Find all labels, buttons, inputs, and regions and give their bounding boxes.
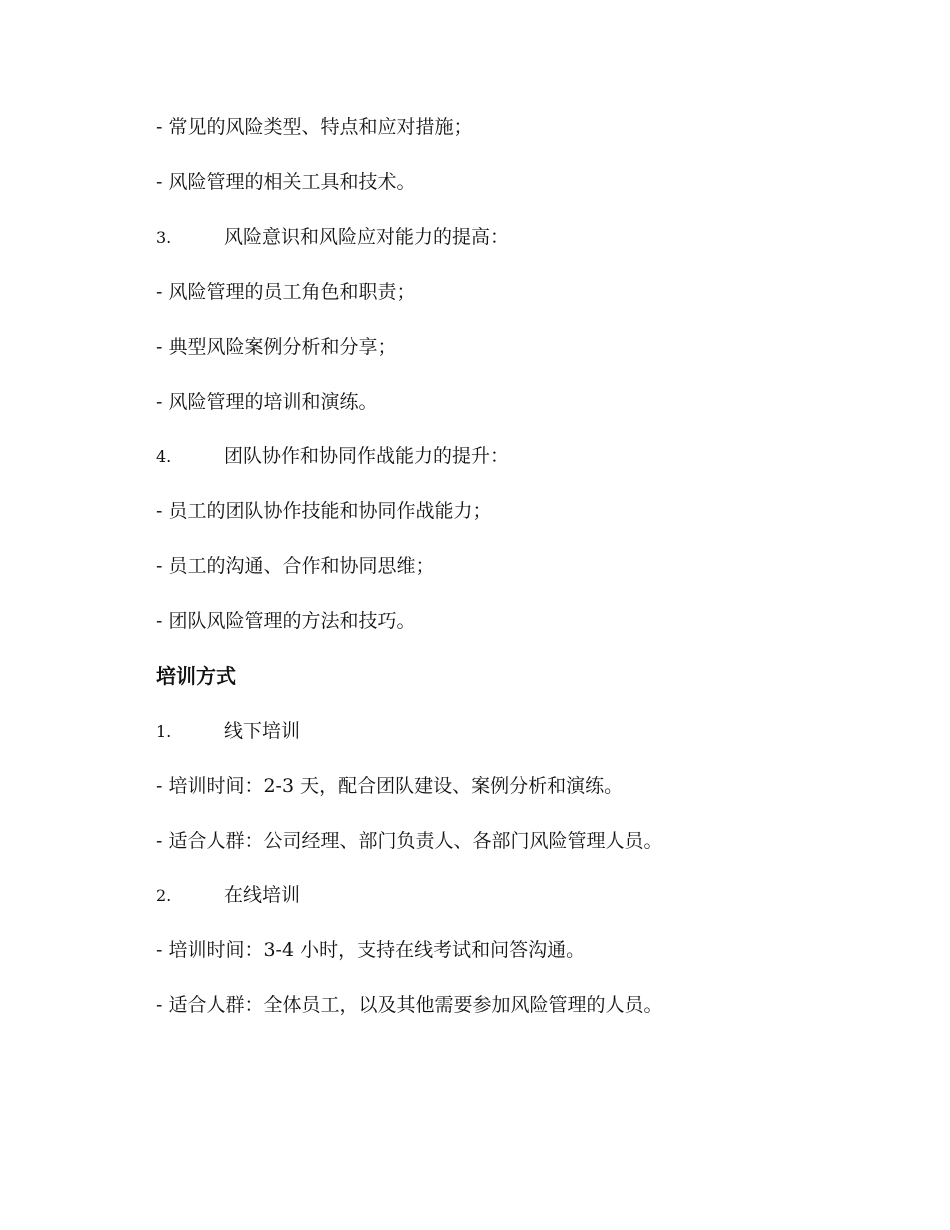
bullet-team-methods: - 团队风险管理的方法和技巧。 [156,610,416,632]
bullet-risk-tools: - 风险管理的相关工具和技术。 [156,171,416,193]
training-method-2 [156,882,300,909]
bullet-online-audience: - 适合人群：全体员工，以及其他需要参加风险管理的人员。 [156,994,663,1016]
item-number: 2. [156,886,172,905]
item-number: 3. [156,228,172,247]
numbered-item-3 [156,224,509,251]
item-text: 风险意识和风险应对能力的提高： [224,226,510,248]
item-text: 线下培训 [224,720,301,742]
bullet-communication: - 员工的沟通、合作和协同思维； [156,555,435,577]
item-number: 4. [156,447,172,466]
bullet-offline-audience: - 适合人群：公司经理、部门负责人、各部门风险管理人员。 [156,830,663,852]
item-number: 1. [156,722,172,741]
section-heading: 培训方式 [156,664,236,688]
bullet-employee-roles: - 风险管理的员工角色和职责； [156,281,416,303]
item-text: 团队协作和协同作战能力的提升： [224,445,510,467]
bullet-offline-time: - 培训时间：2-3 天，配合团队建设、案例分析和演练。 [156,775,624,797]
bullet-team-skills: - 员工的团队协作技能和协同作战能力； [156,500,492,522]
item-text: 在线培训 [224,884,301,906]
numbered-item-4 [156,443,509,470]
bullet-risk-types: - 常见的风险类型、特点和应对措施； [156,116,473,138]
bullet-training-drills: - 风险管理的培训和演练。 [156,391,378,413]
training-method-1 [156,718,300,745]
bullet-online-time: - 培训时间：3-4 小时，支持在线考试和问答沟通。 [156,939,586,961]
bullet-case-analysis: - 典型风险案例分析和分享； [156,336,397,358]
